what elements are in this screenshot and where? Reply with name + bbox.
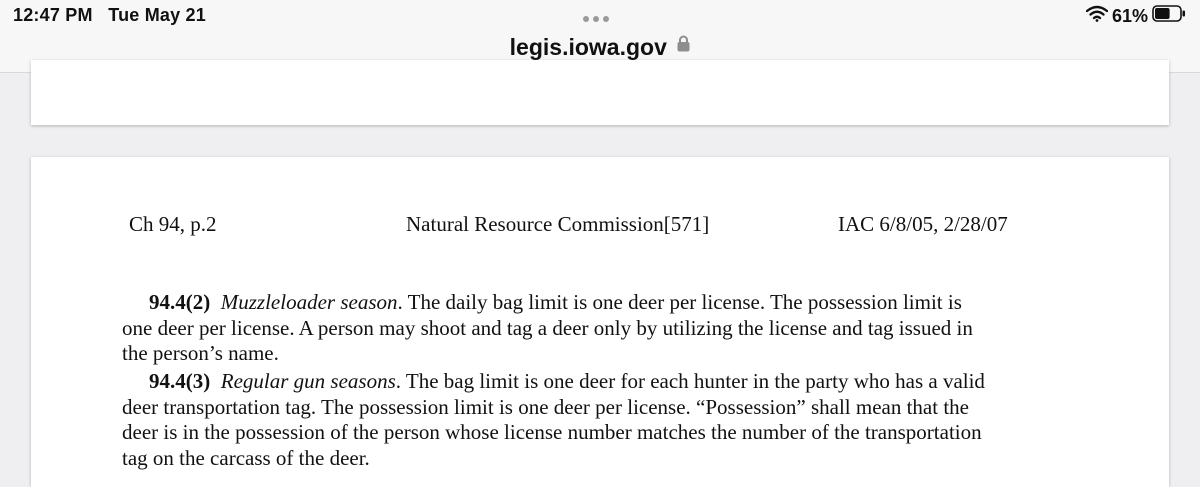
rule-text: . The bag limit is one deer for each hunter in the party who has a valid xyxy=(395,369,985,393)
document-page-previous xyxy=(31,60,1169,125)
clock-date: Tue May 21 xyxy=(108,5,206,25)
clock-time: 12:47 PM xyxy=(13,5,93,25)
right-status xyxy=(1086,5,1186,27)
page-header-right: IAC 6/8/05, 2/28/07 xyxy=(838,212,1008,236)
address-bar[interactable] xyxy=(0,34,1200,61)
rule-title: Regular gun seasons xyxy=(220,369,396,393)
url-text[interactable]: legis.iowa.gov xyxy=(509,34,667,60)
rule-number: 94.4(3) xyxy=(149,369,211,393)
page-header-center: Natural Resource Commission[571] xyxy=(406,212,710,236)
rule-text: tag on the carcass of the deer. xyxy=(122,445,370,470)
rule-number: 94.4(2) xyxy=(149,290,211,314)
rule-text: . The daily bag limit is one deer per license. The possession limit is xyxy=(397,290,962,314)
rule-text: the person’s name. xyxy=(122,341,279,366)
rule-paragraph-94-4-2 xyxy=(122,290,1042,367)
battery-icon xyxy=(1152,5,1186,27)
battery-percent: 61% xyxy=(1111,5,1148,26)
paragraph-first-line xyxy=(122,290,1042,316)
rule-paragraph-94-4-3 xyxy=(122,369,1042,471)
wifi-icon xyxy=(1086,5,1108,27)
more-dots-icon[interactable] xyxy=(583,16,609,22)
paragraph-first-line xyxy=(122,369,1042,395)
rule-text: deer transportation tag. The possession limit is one deer per license. “Possession” shall mean that the xyxy=(122,394,969,419)
lock-icon xyxy=(677,35,690,57)
rule-text: one deer per license. A person may shoot and tag a deer only by utilizing the license and tag issued in xyxy=(122,315,973,340)
rule-title: Muzzleloader season xyxy=(220,290,398,314)
rule-text: deer is in the possession of the person whose license number matches the number of the transportation xyxy=(122,420,982,445)
page-header-left: Ch 94, p.2 xyxy=(129,212,217,236)
status-time xyxy=(13,5,206,26)
